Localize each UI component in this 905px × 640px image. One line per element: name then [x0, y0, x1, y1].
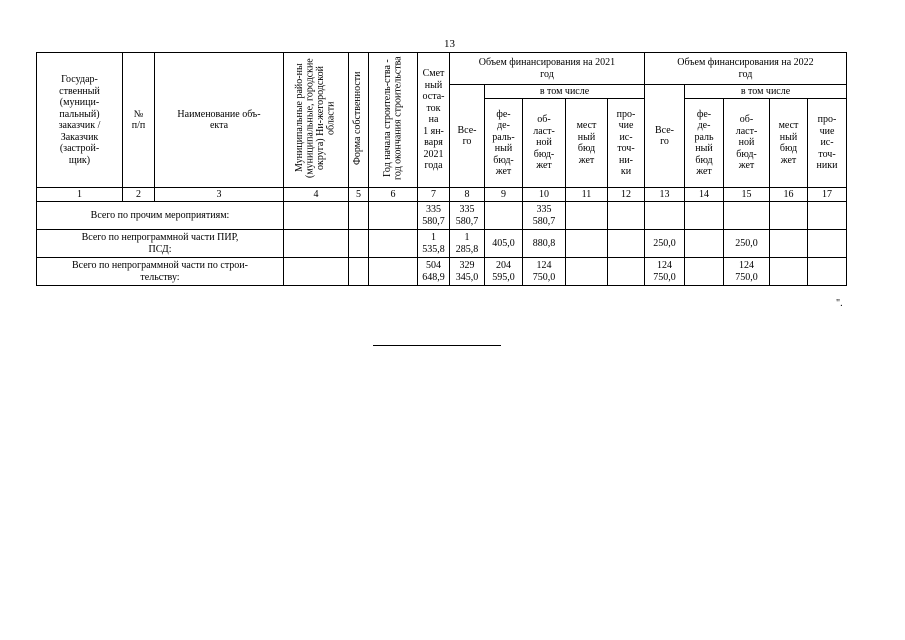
- row-label: Всего по непрограммной части ПИР, ПСД:: [37, 230, 284, 258]
- table-cell: 335 580,7: [450, 202, 485, 230]
- closing-quote: ".: [836, 298, 843, 309]
- table-cell: 880,8: [523, 230, 566, 258]
- table-cell: 335 580,7: [418, 202, 450, 230]
- column-number: 4: [284, 188, 349, 202]
- table-cell: [808, 258, 847, 286]
- table-cell: 250,0: [724, 230, 770, 258]
- table-row: [37, 258, 847, 286]
- table-cell: [349, 202, 369, 230]
- table-cell: [369, 230, 418, 258]
- column-number: 6: [369, 188, 418, 202]
- table-cell: 1 535,8: [418, 230, 450, 258]
- header-ownership: [349, 53, 369, 188]
- header-customer: Государ- ственный (муници- пальный) заказчик / Заказчик (застрой- щик): [37, 53, 123, 188]
- column-number: 5: [349, 188, 369, 202]
- table-cell: 405,0: [485, 230, 523, 258]
- column-number: 9: [485, 188, 523, 202]
- column-number: 13: [645, 188, 685, 202]
- table-cell: [808, 202, 847, 230]
- column-number: 15: [724, 188, 770, 202]
- header-funding-2022: Объем финансирования на 2022 год: [645, 53, 847, 85]
- table-cell: [369, 202, 418, 230]
- table-cell: 124 750,0: [724, 258, 770, 286]
- table-cell: [770, 202, 808, 230]
- header-federal-2022: фе- де- раль ный бюд жет: [685, 99, 724, 188]
- column-number: 16: [770, 188, 808, 202]
- table-cell: [284, 202, 349, 230]
- table-cell: [284, 258, 349, 286]
- table-cell: [685, 230, 724, 258]
- header-municipality: [284, 53, 349, 188]
- page-number: 13: [444, 38, 455, 50]
- table-cell: [485, 202, 523, 230]
- header-local-2022: мест ный бюд жет: [770, 99, 808, 188]
- table-cell: [608, 258, 645, 286]
- table-cell: [808, 230, 847, 258]
- column-number: 3: [155, 188, 284, 202]
- table-cell: 335 580,7: [523, 202, 566, 230]
- table-cell: [685, 202, 724, 230]
- header-estimate-balance: Смет ный оста- ток на 1 ян- варя 2021 года: [418, 53, 450, 188]
- table-row: [37, 230, 847, 258]
- table-cell: [349, 230, 369, 258]
- header-local-2021: мест ный бюд жет: [566, 99, 608, 188]
- table-row: [37, 202, 847, 230]
- header-regional-2022: об- ласт- ной бюд- жет: [724, 99, 770, 188]
- column-number: 7: [418, 188, 450, 202]
- table-cell: 250,0: [645, 230, 685, 258]
- column-number: 12: [608, 188, 645, 202]
- header-ownership-text: Форма собственности: [352, 71, 364, 165]
- header-other-2022: про- чие ис- точ- ники: [808, 99, 847, 188]
- table-cell: [566, 202, 608, 230]
- table-cell: [349, 258, 369, 286]
- table-cell: [566, 258, 608, 286]
- footer-divider-line: [373, 345, 501, 346]
- header-total-2021: Все- го: [450, 85, 485, 188]
- row-label: Всего по непрограммной части по строи- тельству:: [37, 258, 284, 286]
- header-years-text: Год начала строитель-ства - год окончания строительства: [381, 56, 403, 181]
- table-cell: 1 285,8: [450, 230, 485, 258]
- table-cell: [770, 258, 808, 286]
- column-number: 1: [37, 188, 123, 202]
- header-other-2021: про- чие ис- точ- ни- ки: [608, 99, 645, 188]
- header-including-2022: в том числе: [685, 85, 847, 99]
- header-years: [369, 53, 418, 188]
- table-cell: 204 595,0: [485, 258, 523, 286]
- table-cell: 329 345,0: [450, 258, 485, 286]
- header-total-2022: Все- го: [645, 85, 685, 188]
- column-number: 8: [450, 188, 485, 202]
- header-object-name: Наименование объ- екта: [155, 53, 284, 188]
- column-number: 14: [685, 188, 724, 202]
- table-cell: 124 750,0: [523, 258, 566, 286]
- column-number: 11: [566, 188, 608, 202]
- table-cell: [608, 202, 645, 230]
- table-cell: [566, 230, 608, 258]
- column-number: 17: [808, 188, 847, 202]
- column-number-row: [37, 188, 847, 202]
- table-cell: [645, 202, 685, 230]
- header-municipality-text: Муниципальные райо-ны (муниципальные, городские округа) Ни-жегородской области: [294, 58, 337, 179]
- header-federal-2021: фе- де- раль- ный бюд- жет: [485, 99, 523, 188]
- table-cell: [770, 230, 808, 258]
- table-cell: [608, 230, 645, 258]
- column-number: 10: [523, 188, 566, 202]
- header-number: № п/п: [123, 53, 155, 188]
- financing-table: [36, 52, 847, 286]
- table-cell: [369, 258, 418, 286]
- table-cell: [284, 230, 349, 258]
- header-regional-2021: об- ласт- ной бюд- жет: [523, 99, 566, 188]
- column-number: 2: [123, 188, 155, 202]
- header-including-2021: в том числе: [485, 85, 645, 99]
- table-cell: [724, 202, 770, 230]
- table-cell: 504 648,9: [418, 258, 450, 286]
- table-cell: 124 750,0: [645, 258, 685, 286]
- table-cell: [685, 258, 724, 286]
- row-label: Всего по прочим мероприятиям:: [37, 202, 284, 230]
- header-funding-2021: Объем финансирования на 2021 год: [450, 53, 645, 85]
